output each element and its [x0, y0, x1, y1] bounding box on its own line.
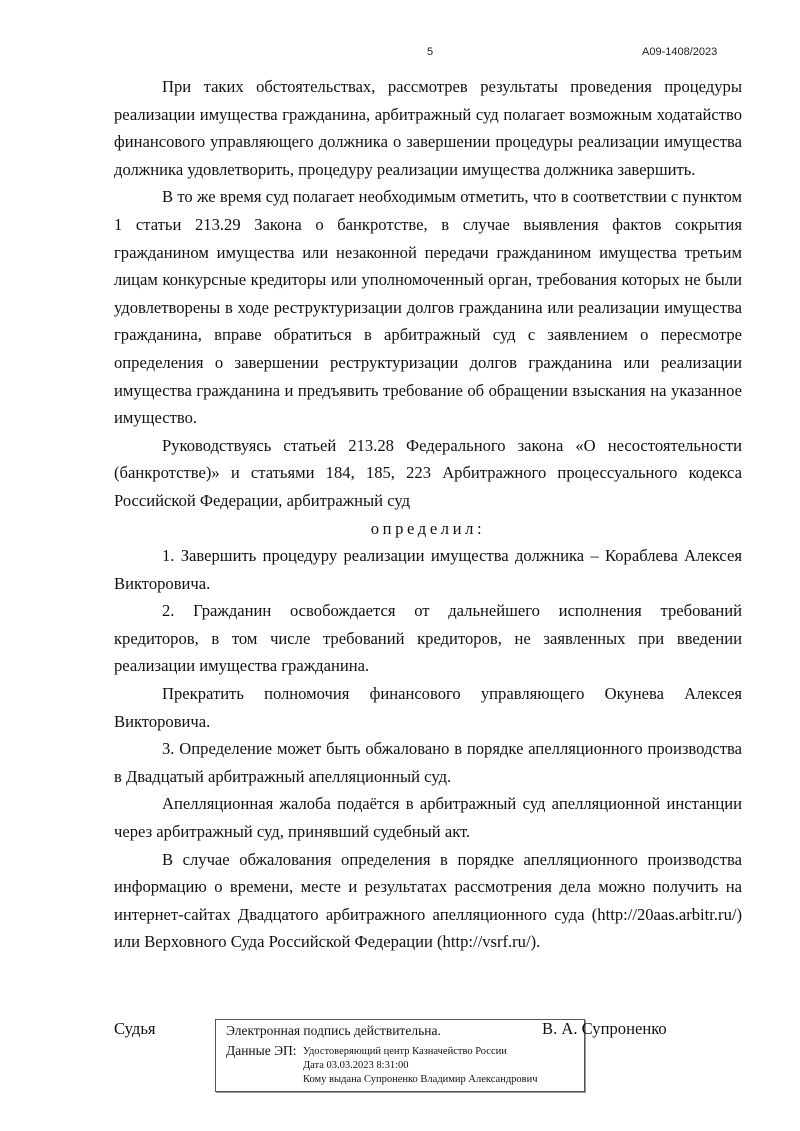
ruling-heading: определил: — [370, 518, 486, 538]
ruling-item: В случае обжалования определения в порядке апелляционного производства информацию о времени, месте и результатах рассмотрения дела можно получить на интернет-сайтах Двадцатого арбитражного апелляционного суда (http://20aas.arbitr.ru/) или Верховного Суда Российской Федерации (http://vsrf.ru/). — [114, 849, 742, 952]
ruling-item: Апелляционная жалоба подаётся в арбитражный суд апелляционной инстанции через арбитражный суд, принявший судебный акт. — [114, 794, 742, 842]
case-number: А09-1408/2023 — [642, 46, 718, 58]
paragraph-legal-basis: Руководствуясь статьей 213.28 Федерального закона «О несостоятельности (банкротстве)» и статьями 184, 185, 223 Арбитражного процессуального кодекса Российской Федерации, арбитражный суд — [114, 435, 742, 510]
signature-issued-to: Кому выдана Супроненко Владимир Александрович — [303, 1074, 538, 1085]
paragraph-conclusion: При таких обстоятельствах, рассмотрев результаты проведения процедуры реализации имущества гражданина, арбитражный суд полагает возможным ходатайство финансового управляющего должника о завершении процедуры реализации имущества должника удовлетворить, процедуру реализации имущества должника завершить. — [114, 77, 742, 179]
signature-valid-text: Электронная подпись действительна. — [226, 1023, 441, 1038]
judge-role-label: Судья — [114, 1019, 156, 1038]
ruling-item: 3. Определение может быть обжаловано в порядке апелляционного производства в Двадцатый арбитражный апелляционный суд. — [114, 739, 742, 786]
ruling-item: Прекратить полномочия финансового управляющего Окунева Алексея Викторовича. — [114, 684, 742, 731]
signature-date: Дата 03.03.2023 8:31:00 — [303, 1060, 409, 1071]
signature-issuer: Удостоверяющий центр Казначейство России — [303, 1046, 507, 1057]
ruling-item: 2. Гражданин освобождается от дальнейшего исполнения требований кредиторов, в том числе требований кредиторов, не заявленных при введении реализации имущества гражданина. — [114, 601, 742, 676]
signature-data-label: Данные ЭП: — [226, 1043, 297, 1058]
judge-name: В. А. Супроненко — [542, 1019, 667, 1038]
ruling-item: 1. Завершить процедуру реализации имущества должника – Кораблева Алексея Викторовича. — [114, 546, 742, 593]
paragraph-note: В то же время суд полагает необходимым отметить, что в соответствии с пунктом 1 статьи 213.29 Закона о банкротстве, в случае выявления фактов сокрытия гражданином имущества или незаконной передачи гражданином имущества третьим лицам конкурсные кредиторы или уполномоченный орган, требования которых не были удовлетворены в ходе реструктуризации долгов гражданина или реализации имущества гражданина, вправе обратиться в арбитражный суд с заявлением о пересмотре определения о завершении реструктуризации долгов гражданина или реализации имущества гражданина и предъявить требование об обращении взыскания на указанное имущество. — [114, 187, 742, 428]
document-body — [114, 73, 742, 956]
signature-details — [303, 1045, 538, 1087]
page-number: 5 — [427, 46, 434, 58]
electronic-signature-stamp — [215, 1019, 585, 1092]
